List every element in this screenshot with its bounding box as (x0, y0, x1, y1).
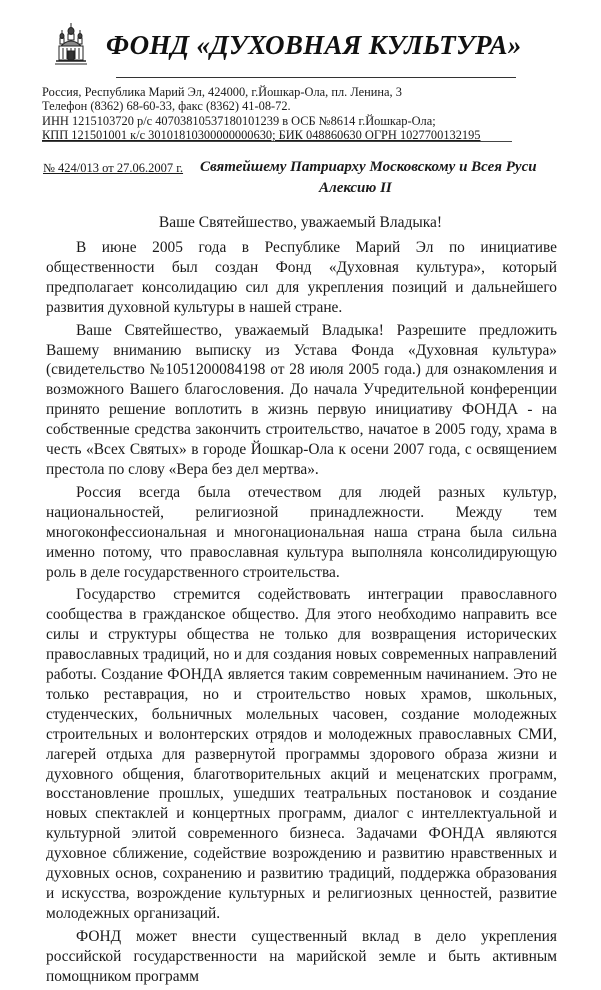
bank-details-line: ИНН 1215103720 р/с 40703810537180101239 в ОСБ №8614 г.Йошкар-Ола; (42, 113, 436, 128)
addressee-name: Алексию II (319, 180, 392, 196)
reference-number: № 424/013 от 27.06.2007 г. (43, 161, 184, 175)
phone-line: Телефон (8362) 68-60-33, факс (8362) 41-08-72. (42, 99, 291, 114)
header-divider (116, 77, 516, 78)
paragraph: Государство стремится содействовать интеграции православного сообщества в гражданское общество. Для этого необходимо направить все силы и структуры общества не только для возвращения исторических православных традиций, но и для создания новых современных направлений работы. Создание ФОНДА является таким современным начинанием. Это не только реставрация, но и строительство новых храмов, школьных, студенческих, больничных молельных часовен, создание молодежных строительных и волонтерских отрядов и молодежных православных СМИ, лагерей отдыха для развернутой программы здорового образа жизни и духовного общения, благотворительных акций и меценатских программ, восстановление прошлых, ушедших театральных постановок и создание новых спектаклей и концертных программ, диалог с интеллектуальной и культурной элитой современного бизнеса. Задачами ФОНДА являются духовное сближение, содействие возрождению и развитию нравственных и духовных основ, сохранению и развитию традиций, поддержка образования и искусства, возрождение культурных и религиозных ценностей, развитие молодежных организаций. (46, 586, 557, 922)
paragraph: Ваше Святейшество, уважаемый Владыка! Разрешите предложить Вашему вниманию выписку из Устава Фонда «Духовная культура» (свидетельство №1051200084198 от 28 июля 2005 года.) для ознакомления и возможного Вашего благословения. До начала Учредительной конференции принято решение воплотить в жизнь первую инициативу ФОНДА - на собственные средства закончить строительство, начатое в 2005 году, храма в честь «Всех Святых» в городе Йошкар-Ола к осени 2007 года, с освящением престола по слову «Вера без дел мертва». (46, 321, 557, 478)
address-line: Россия, Республика Марий Эл, 424000, г.Йошкар-Ола, пл. Ленина, 3 (42, 85, 402, 99)
contacts-divider (42, 141, 512, 142)
letter-body (46, 238, 557, 990)
salutation: Ваше Святейшество, уважаемый Владыка! (158, 214, 443, 231)
paragraph: В июне 2005 года в Республике Марий Эл по инициативе общественности был создан Фонд «Духовная культура», который предполагает консолидацию сил для укрепления позиций и дальнейшего развития духовной культуры в нашей стране. (46, 239, 557, 316)
paragraph: Россия всегда была отечеством для людей разных культур, национальностей, религиозной принадлежности. Между тем многоконфессиональная и многонациональная наша страна была сильна именно потому, что православная культура выполняла консолидирующую роль в деле государственного строительства. (46, 483, 557, 581)
addressee-title: Святейшему Патриарху Московскому и Всея Руси (200, 159, 537, 175)
organization-name: ФОНД «ДУХОВНАЯ КУЛЬТУРА» (106, 30, 522, 60)
registration-line: КПП 121501001 к/с 30101810300000000630; БИК 048860630 ОГРН 1027700132195 (42, 127, 481, 142)
addressee (200, 157, 560, 199)
church-icon (54, 22, 88, 66)
paragraph: ФОНД может внести существенный вклад в дело укрепления российской государственности на марийской земле и быть активным помощником программ (46, 927, 557, 985)
contact-block (42, 85, 481, 142)
